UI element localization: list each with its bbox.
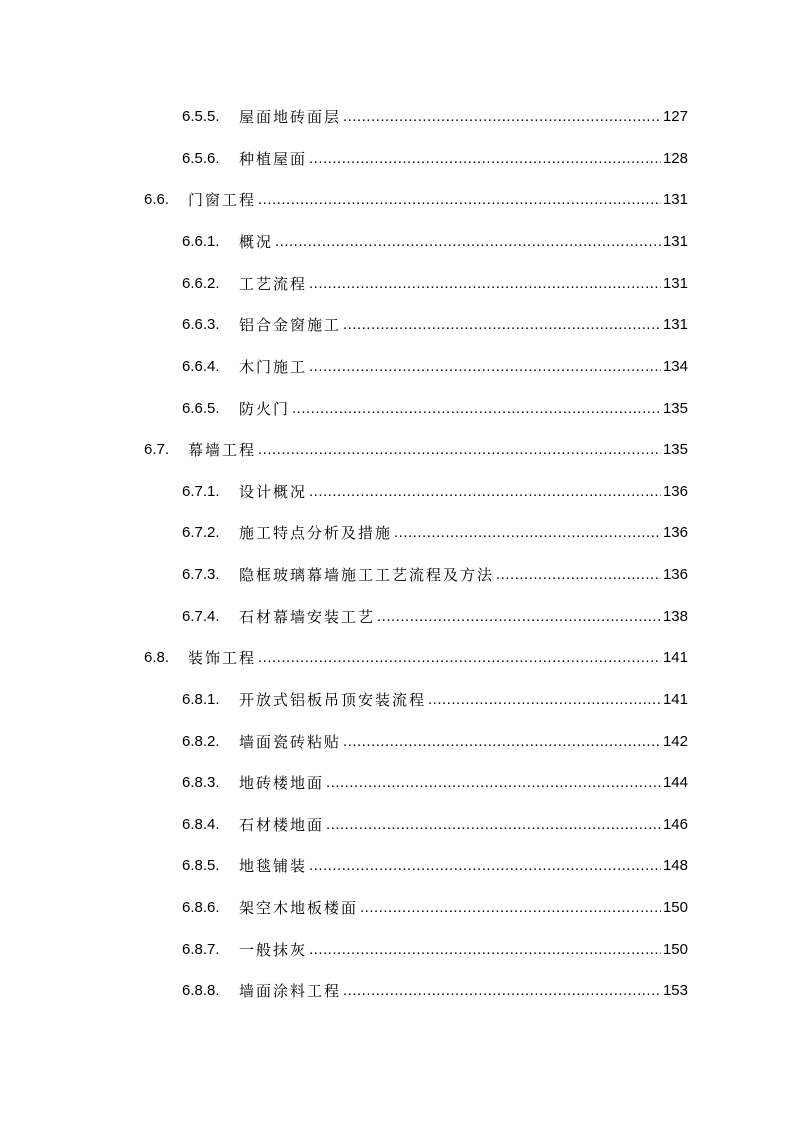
toc-title: 地毯铺装 bbox=[239, 857, 308, 875]
toc-entry[interactable] bbox=[182, 229, 688, 255]
dot-leader bbox=[309, 354, 661, 380]
toc-number: 6.6.5. bbox=[182, 400, 220, 417]
toc-title: 施工特点分析及措施 bbox=[239, 524, 393, 542]
dot-leader bbox=[309, 937, 661, 963]
toc-page-number: 135 bbox=[662, 441, 688, 458]
toc-title: 屋面地砖面层 bbox=[239, 108, 342, 126]
toc-title: 门窗工程 bbox=[188, 191, 257, 209]
toc-page-number: 136 bbox=[662, 483, 688, 500]
toc-page-number: 150 bbox=[662, 899, 688, 916]
toc-entry[interactable] bbox=[144, 437, 688, 463]
dot-leader bbox=[343, 312, 661, 338]
toc-page-number: 134 bbox=[662, 358, 688, 375]
toc-page-number: 135 bbox=[662, 400, 688, 417]
toc-title: 一般抹灰 bbox=[239, 941, 308, 959]
toc-title: 墙面瓷砖粘贴 bbox=[239, 733, 342, 751]
dot-leader bbox=[292, 396, 661, 422]
toc-title: 种植屋面 bbox=[239, 150, 308, 168]
dot-leader bbox=[377, 604, 661, 630]
toc-number: 6.6. bbox=[144, 191, 170, 208]
toc-page-number: 136 bbox=[662, 524, 688, 541]
toc-title: 隐框玻璃幕墙施工工艺流程及方法 bbox=[239, 566, 495, 584]
toc-entry[interactable] bbox=[182, 812, 688, 838]
toc-title: 石材楼地面 bbox=[239, 816, 325, 834]
toc-number: 6.6.3. bbox=[182, 316, 220, 333]
toc-number: 6.8.8. bbox=[182, 982, 220, 999]
toc-entry[interactable] bbox=[182, 520, 688, 546]
dot-leader bbox=[258, 187, 661, 213]
toc-number: 6.7.1. bbox=[182, 483, 220, 500]
toc-entry[interactable] bbox=[182, 146, 688, 172]
dot-leader bbox=[275, 229, 661, 255]
toc-entry[interactable] bbox=[182, 770, 688, 796]
dot-leader bbox=[309, 853, 661, 879]
dot-leader bbox=[343, 978, 661, 1004]
toc-number: 6.8.1. bbox=[182, 691, 220, 708]
toc-title: 开放式铝板吊顶安装流程 bbox=[239, 691, 427, 709]
toc-title: 架空木地板楼面 bbox=[239, 899, 359, 917]
toc-entry[interactable] bbox=[182, 479, 688, 505]
toc-page-number: 138 bbox=[662, 608, 688, 625]
dot-leader bbox=[343, 104, 661, 130]
toc-page-number: 136 bbox=[662, 566, 688, 583]
toc-page-number: 144 bbox=[662, 774, 688, 791]
dot-leader bbox=[496, 562, 661, 588]
toc-entry[interactable] bbox=[182, 104, 688, 130]
toc-entry[interactable] bbox=[144, 645, 688, 671]
toc-number: 6.7.3. bbox=[182, 566, 220, 583]
toc-title: 铝合金窗施工 bbox=[239, 316, 342, 334]
toc-page-number: 146 bbox=[662, 816, 688, 833]
toc-entry[interactable] bbox=[182, 271, 688, 297]
toc-page-number: 141 bbox=[662, 649, 688, 666]
dot-leader bbox=[258, 645, 661, 671]
toc-title: 幕墙工程 bbox=[188, 441, 257, 459]
toc-page-number: 141 bbox=[662, 691, 688, 708]
dot-leader bbox=[326, 770, 661, 796]
toc-page-number: 131 bbox=[662, 316, 688, 333]
dot-leader bbox=[309, 479, 661, 505]
toc-title: 概况 bbox=[239, 233, 274, 251]
dot-leader bbox=[258, 437, 661, 463]
dot-leader bbox=[309, 271, 661, 297]
toc-page-number: 131 bbox=[662, 233, 688, 250]
toc-entry[interactable] bbox=[182, 687, 688, 713]
toc-title: 防火门 bbox=[239, 400, 291, 418]
toc-entry[interactable] bbox=[182, 562, 688, 588]
dot-leader bbox=[360, 895, 661, 921]
toc-entry[interactable] bbox=[182, 978, 688, 1004]
toc-entry[interactable] bbox=[182, 937, 688, 963]
toc-entry[interactable] bbox=[144, 187, 688, 213]
dot-leader bbox=[326, 812, 661, 838]
toc-page-number: 127 bbox=[662, 108, 688, 125]
toc-number: 6.8. bbox=[144, 649, 170, 666]
toc-number: 6.8.4. bbox=[182, 816, 220, 833]
toc-number: 6.6.2. bbox=[182, 275, 220, 292]
toc-entry[interactable] bbox=[182, 396, 688, 422]
toc-page-number: 150 bbox=[662, 941, 688, 958]
toc-title: 工艺流程 bbox=[239, 275, 308, 293]
toc-number: 6.5.6. bbox=[182, 150, 220, 167]
dot-leader bbox=[428, 687, 661, 713]
toc-entry[interactable] bbox=[182, 604, 688, 630]
toc-number: 6.5.5. bbox=[182, 108, 220, 125]
toc-title: 地砖楼地面 bbox=[239, 774, 325, 792]
toc-number: 6.6.1. bbox=[182, 233, 220, 250]
toc-entry[interactable] bbox=[182, 853, 688, 879]
toc-number: 6.6.4. bbox=[182, 358, 220, 375]
toc-page-number: 131 bbox=[662, 191, 688, 208]
toc-entry[interactable] bbox=[182, 354, 688, 380]
toc-title: 石材幕墙安装工艺 bbox=[239, 608, 376, 626]
toc-title: 木门施工 bbox=[239, 358, 308, 376]
toc-title: 装饰工程 bbox=[188, 649, 257, 667]
toc-page-number: 148 bbox=[662, 857, 688, 874]
toc-number: 6.8.5. bbox=[182, 857, 220, 874]
dot-leader bbox=[309, 146, 661, 172]
toc-page-number: 153 bbox=[662, 982, 688, 999]
toc-page-number: 128 bbox=[662, 150, 688, 167]
toc-number: 6.8.2. bbox=[182, 733, 220, 750]
toc-number: 6.7. bbox=[144, 441, 170, 458]
toc-entry[interactable] bbox=[182, 312, 688, 338]
dot-leader bbox=[343, 729, 661, 755]
toc-number: 6.7.4. bbox=[182, 608, 220, 625]
toc-title: 墙面涂料工程 bbox=[239, 982, 342, 1000]
toc-page-number: 131 bbox=[662, 275, 688, 292]
toc-title: 设计概况 bbox=[239, 483, 308, 501]
dot-leader bbox=[394, 520, 661, 546]
toc-entry[interactable] bbox=[182, 895, 688, 921]
toc-number: 6.8.6. bbox=[182, 899, 220, 916]
toc-number: 6.8.7. bbox=[182, 941, 220, 958]
toc-number: 6.8.3. bbox=[182, 774, 220, 791]
toc-entry[interactable] bbox=[182, 729, 688, 755]
toc-number: 6.7.2. bbox=[182, 524, 220, 541]
toc-page-number: 142 bbox=[662, 733, 688, 750]
